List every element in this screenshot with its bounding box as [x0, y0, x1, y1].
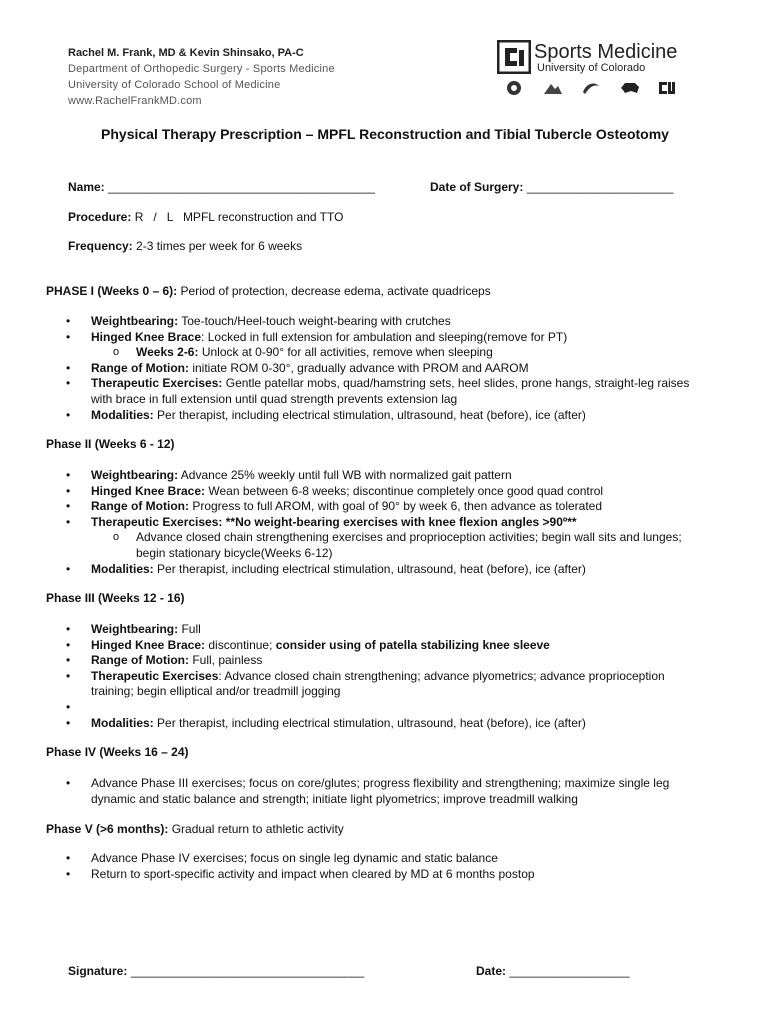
item-text: Per therapist, including electrical stimulation, ultrasound, heat (before), ice (after): [157, 407, 586, 422]
date-of-surgery-label: Date of Surgery:: [430, 180, 524, 194]
signature-label: Signature:: [68, 964, 128, 978]
phase-4-list: [46, 776, 706, 807]
phase-4-heading: [46, 744, 189, 760]
list-item-empty: [46, 700, 706, 716]
item-text: Advance 25% weekly until full WB with normalized gait pattern: [180, 468, 512, 482]
item-emphasis: consider using of patella stabilizing knee sleeve: [275, 637, 550, 652]
department-line: Department of Orthopedic Surgery - Sports Medicine: [68, 63, 335, 75]
item-label: Range of Motion:: [91, 360, 189, 375]
item-text: Advance Phase III exercises; focus on core/glutes; progress flexibility and strengthening; maximize single leg dynamic and static balance and strength; initiate light plyometrics; improve treadmill walking: [91, 776, 670, 806]
item-label: Hinged Knee Brace: [91, 329, 202, 344]
item-text: Wean between 6-8 weeks; discontinue completely once good quad control: [208, 483, 604, 498]
item-label: Range of Motion:: [91, 499, 189, 514]
website-line: www.RachelFrankMD.com: [68, 95, 202, 107]
ball-icon: [505, 80, 525, 96]
phase-1-heading: [46, 283, 491, 299]
sports-medicine-logo: [497, 40, 697, 100]
list-item: [46, 622, 706, 638]
list-item: [46, 361, 706, 377]
phase-1-list: [46, 314, 706, 423]
mountain-icon: [543, 80, 563, 96]
provider-names: Rachel M. Frank, MD & Kevin Shinsako, PA-C: [68, 47, 304, 59]
list-item: [46, 484, 706, 500]
item-label: Modalities:: [91, 561, 154, 576]
list-item: [46, 562, 706, 578]
provider-header: [68, 45, 448, 109]
item-text: initiate ROM 0-30°, gradually advance with PROM and AAROM: [192, 360, 529, 375]
phase-2-list: [46, 468, 706, 577]
item-label: Therapeutic Exercises:: [91, 514, 223, 529]
logo-brand: Sports Medicine: [534, 41, 678, 63]
item-text: Full, painless: [192, 653, 263, 668]
item-text: Full: [181, 622, 201, 636]
frequency-row: [68, 238, 302, 254]
phase-3-title: Phase III (Weeks 12 - 16): [46, 591, 185, 605]
item-label: Weightbearing:: [91, 314, 179, 328]
frequency-label: Frequency:: [68, 239, 133, 253]
phase-5-heading: [46, 821, 344, 837]
list-item: [46, 851, 706, 867]
item-label: Weeks 2-6:: [136, 345, 199, 360]
item-text: Advance closed chain strengthening exercises and proprioception activities; begin wall sits and lunges; begin stationary bicycle(Weeks 6-12): [136, 530, 682, 560]
list-item: [46, 776, 706, 807]
item-label: Hinged Knee Brace:: [91, 637, 206, 652]
list-item: [46, 376, 706, 407]
item-text: : Locked in full extension for ambulation and sleeping(remove for PT): [201, 329, 568, 344]
item-text: Unlock at 0-90° for all activities, remove when sleeping: [201, 345, 493, 360]
school-line: University of Colorado School of Medicine: [68, 79, 281, 91]
phase-2-heading: [46, 436, 175, 452]
list-item: [46, 330, 706, 346]
document-title: Physical Therapy Prescription – MPFL Reconstruction and Tibial Tubercle Osteotomy: [101, 126, 669, 142]
phase-5-title: Phase V (>6 months):: [46, 822, 169, 836]
list-item: [46, 499, 706, 515]
item-text: discontinue;: [208, 637, 273, 652]
list-subitem: [46, 530, 706, 561]
list-item: [46, 867, 706, 883]
item-label: Range of Motion:: [91, 653, 189, 668]
phase-5-description: Gradual return to athletic activity: [171, 822, 344, 836]
list-item: [46, 669, 706, 700]
item-text: Gentle patellar mobs, quad/hamstring sets, heel slides, prone hangs, straight-leg raises with brace in full extension until quad strength prevents extension lag: [91, 376, 690, 406]
item-text: Progress to full AROM, with goal of 90° by week 6, then advance as tolerated: [192, 499, 603, 514]
item-text: Per therapist, including electrical stimulation, ultrasound, heat (before), ice (after): [157, 561, 586, 576]
list-subitem: [46, 345, 706, 361]
name-blank[interactable]: ________________________________________: [108, 180, 375, 194]
procedure-row: [68, 209, 343, 225]
sport-icons-row: [505, 80, 677, 96]
procedure-value: R / L MPFL reconstruction and TTO: [134, 210, 344, 224]
item-text: Return to sport-specific activity and impact when cleared by MD at 6 months postop: [91, 866, 535, 881]
date-of-surgery-blank[interactable]: ______________________: [526, 180, 674, 194]
item-label: Therapeutic Exercises:: [91, 376, 223, 391]
list-item: [46, 468, 706, 484]
date-blank[interactable]: __________________: [509, 964, 630, 978]
phase-1-description: Period of protection, decrease edema, activate quadriceps: [180, 284, 491, 298]
item-label: Therapeutic Exercises: [91, 668, 219, 683]
item-label: Weightbearing:: [91, 622, 179, 636]
phase-1-title: PHASE I (Weeks 0 – 6):: [46, 284, 178, 298]
list-item: [46, 716, 706, 732]
item-text: Toe-touch/Heel-touch weight-bearing with crutches: [181, 314, 451, 328]
phase-3-list: [46, 622, 706, 731]
list-item: [46, 638, 706, 654]
date-label: Date:: [476, 964, 507, 978]
swoosh-icon: [581, 80, 601, 96]
signature-blank[interactable]: ___________________________________: [130, 964, 365, 978]
item-text: : Advance closed chain strengthening; advance plyometrics; advance proprioception training; begin elliptical and/or treadmill jogging: [91, 668, 665, 699]
name-field[interactable]: [68, 179, 375, 195]
frequency-value: 2-3 times per week for 6 weeks: [136, 239, 303, 253]
buffalo-icon: [619, 80, 639, 96]
list-item: [46, 408, 706, 424]
item-text: Advance Phase IV exercises; focus on single leg dynamic and static balance: [91, 851, 498, 865]
phase-5-list: [46, 851, 706, 882]
logo-subtitle: University of Colorado: [537, 62, 646, 74]
item-label: Weightbearing:: [91, 468, 179, 482]
phase-2-title: Phase II (Weeks 6 - 12): [46, 437, 175, 451]
date-of-surgery-field[interactable]: [430, 179, 674, 195]
list-item: [46, 515, 706, 531]
item-label: Modalities:: [91, 715, 154, 730]
procedure-label: Procedure:: [68, 210, 132, 224]
name-label: Name:: [68, 180, 105, 194]
item-label: Hinged Knee Brace:: [91, 483, 206, 498]
cu-monogram-icon: [657, 80, 677, 96]
list-item: [46, 314, 706, 330]
cu-logo-icon: [497, 40, 531, 74]
date-field[interactable]: [476, 963, 630, 979]
signature-field[interactable]: [68, 963, 364, 979]
item-text: Per therapist, including electrical stimulation, ultrasound, heat (before), ice (after): [157, 715, 586, 730]
item-warning: **No weight-bearing exercises with knee flexion angles >90º**: [225, 514, 577, 529]
phase-3-heading: [46, 590, 185, 606]
item-label: Modalities:: [91, 407, 154, 422]
phase-4-title: Phase IV (Weeks 16 – 24): [46, 745, 189, 759]
list-item: [46, 653, 706, 669]
